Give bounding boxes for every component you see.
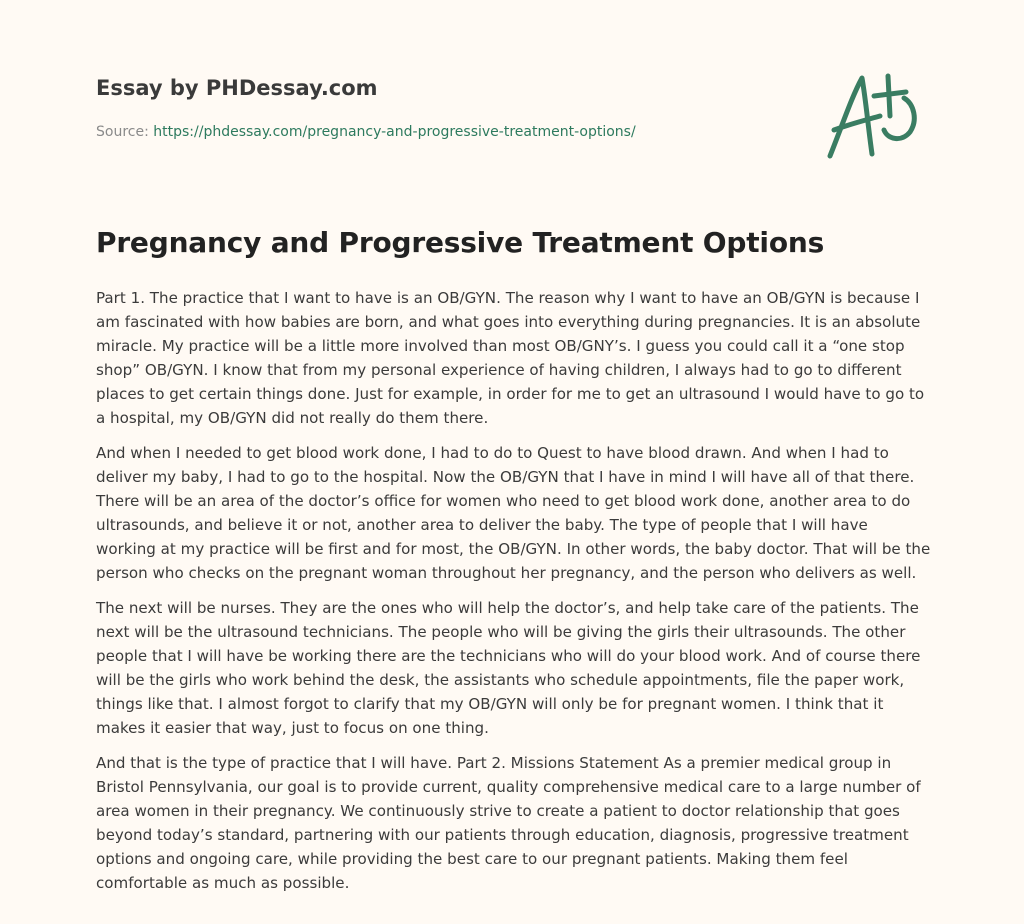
essay-paragraph-1: Part 1. The practice that I want to have is an OB/GYN. The reason why I want to have an OB/GYN is because I am fascinated with how babies are born, and what goes into everything during pregnancies. It is an absolute miracle. My practice will be a little more involved than most OB/GNY’s. I guess you could call it a “one stop shop” OB/GYN. I know that from my personal experience of having children, I always had to go to different places to get certain things done. Just for example, in order for me to get an ultrasound I would have to go to a hospital, my OB/GYN did not really do them there.: [96, 289, 925, 427]
essay-body: [96, 286, 932, 906]
source-line: [96, 124, 636, 140]
source-label: Source:: [96, 124, 154, 140]
essay-paragraph-2: And when I needed to get blood work done, I had to do to Quest to have blood drawn. And when I had to deliver my baby, I had to go to the hospital. Now the OB/GYN that I have in mind I will have all of that there. There will be an area of the doctor’s office for women who need to get blood work done, another area to do ultrasounds, and believe it or not, another area to deliver the baby. The type of people that I will have working at my practice will be first and for most, the OB/GYN. In other words, the baby doctor. That will be the person who checks on the pregnant woman throughout her pregnancy, and the person who delivers as well.: [96, 444, 931, 582]
a-plus-icon: [822, 66, 932, 166]
source-link[interactable]: https://phdessay.com/pregnancy-and-progressive-treatment-options/: [153, 124, 636, 140]
essay-paragraph-3: The next will be nurses. They are the ones who will help the doctor’s, and help take care of the patients. The next will be the ultrasound technicians. The people who will be giving the girls their ultrasounds. The other people that I will have be working there are the technicians who will do your blood work. And of course there will be the girls who work behind the desk, the assistants who schedule appointments, file the paper work, things like that. I almost forgot to clarify that my OB/GYN will only be for pregnant women. I think that it makes it easier that way, just to focus on one thing.: [96, 599, 921, 737]
brand-title: Essay by PHDessay.com: [96, 76, 378, 100]
essay-title: Pregnancy and Progressive Treatment Options: [96, 226, 825, 259]
essay-paragraph-4: And that is the type of practice that I will have. Part 2. Missions Statement As a premier medical group in Bristol Pennsylvania, our goal is to provide current, quality comprehensive medical care to a large number of area women in their pregnancy. We continuously strive to create a patient to doctor relationship that goes beyond today’s standard, partnering with our patients through education, diagnosis, progressive treatment options and ongoing care, while providing the best care to our pregnant patients. Making them feel comfortable as much as possible.: [96, 754, 921, 892]
